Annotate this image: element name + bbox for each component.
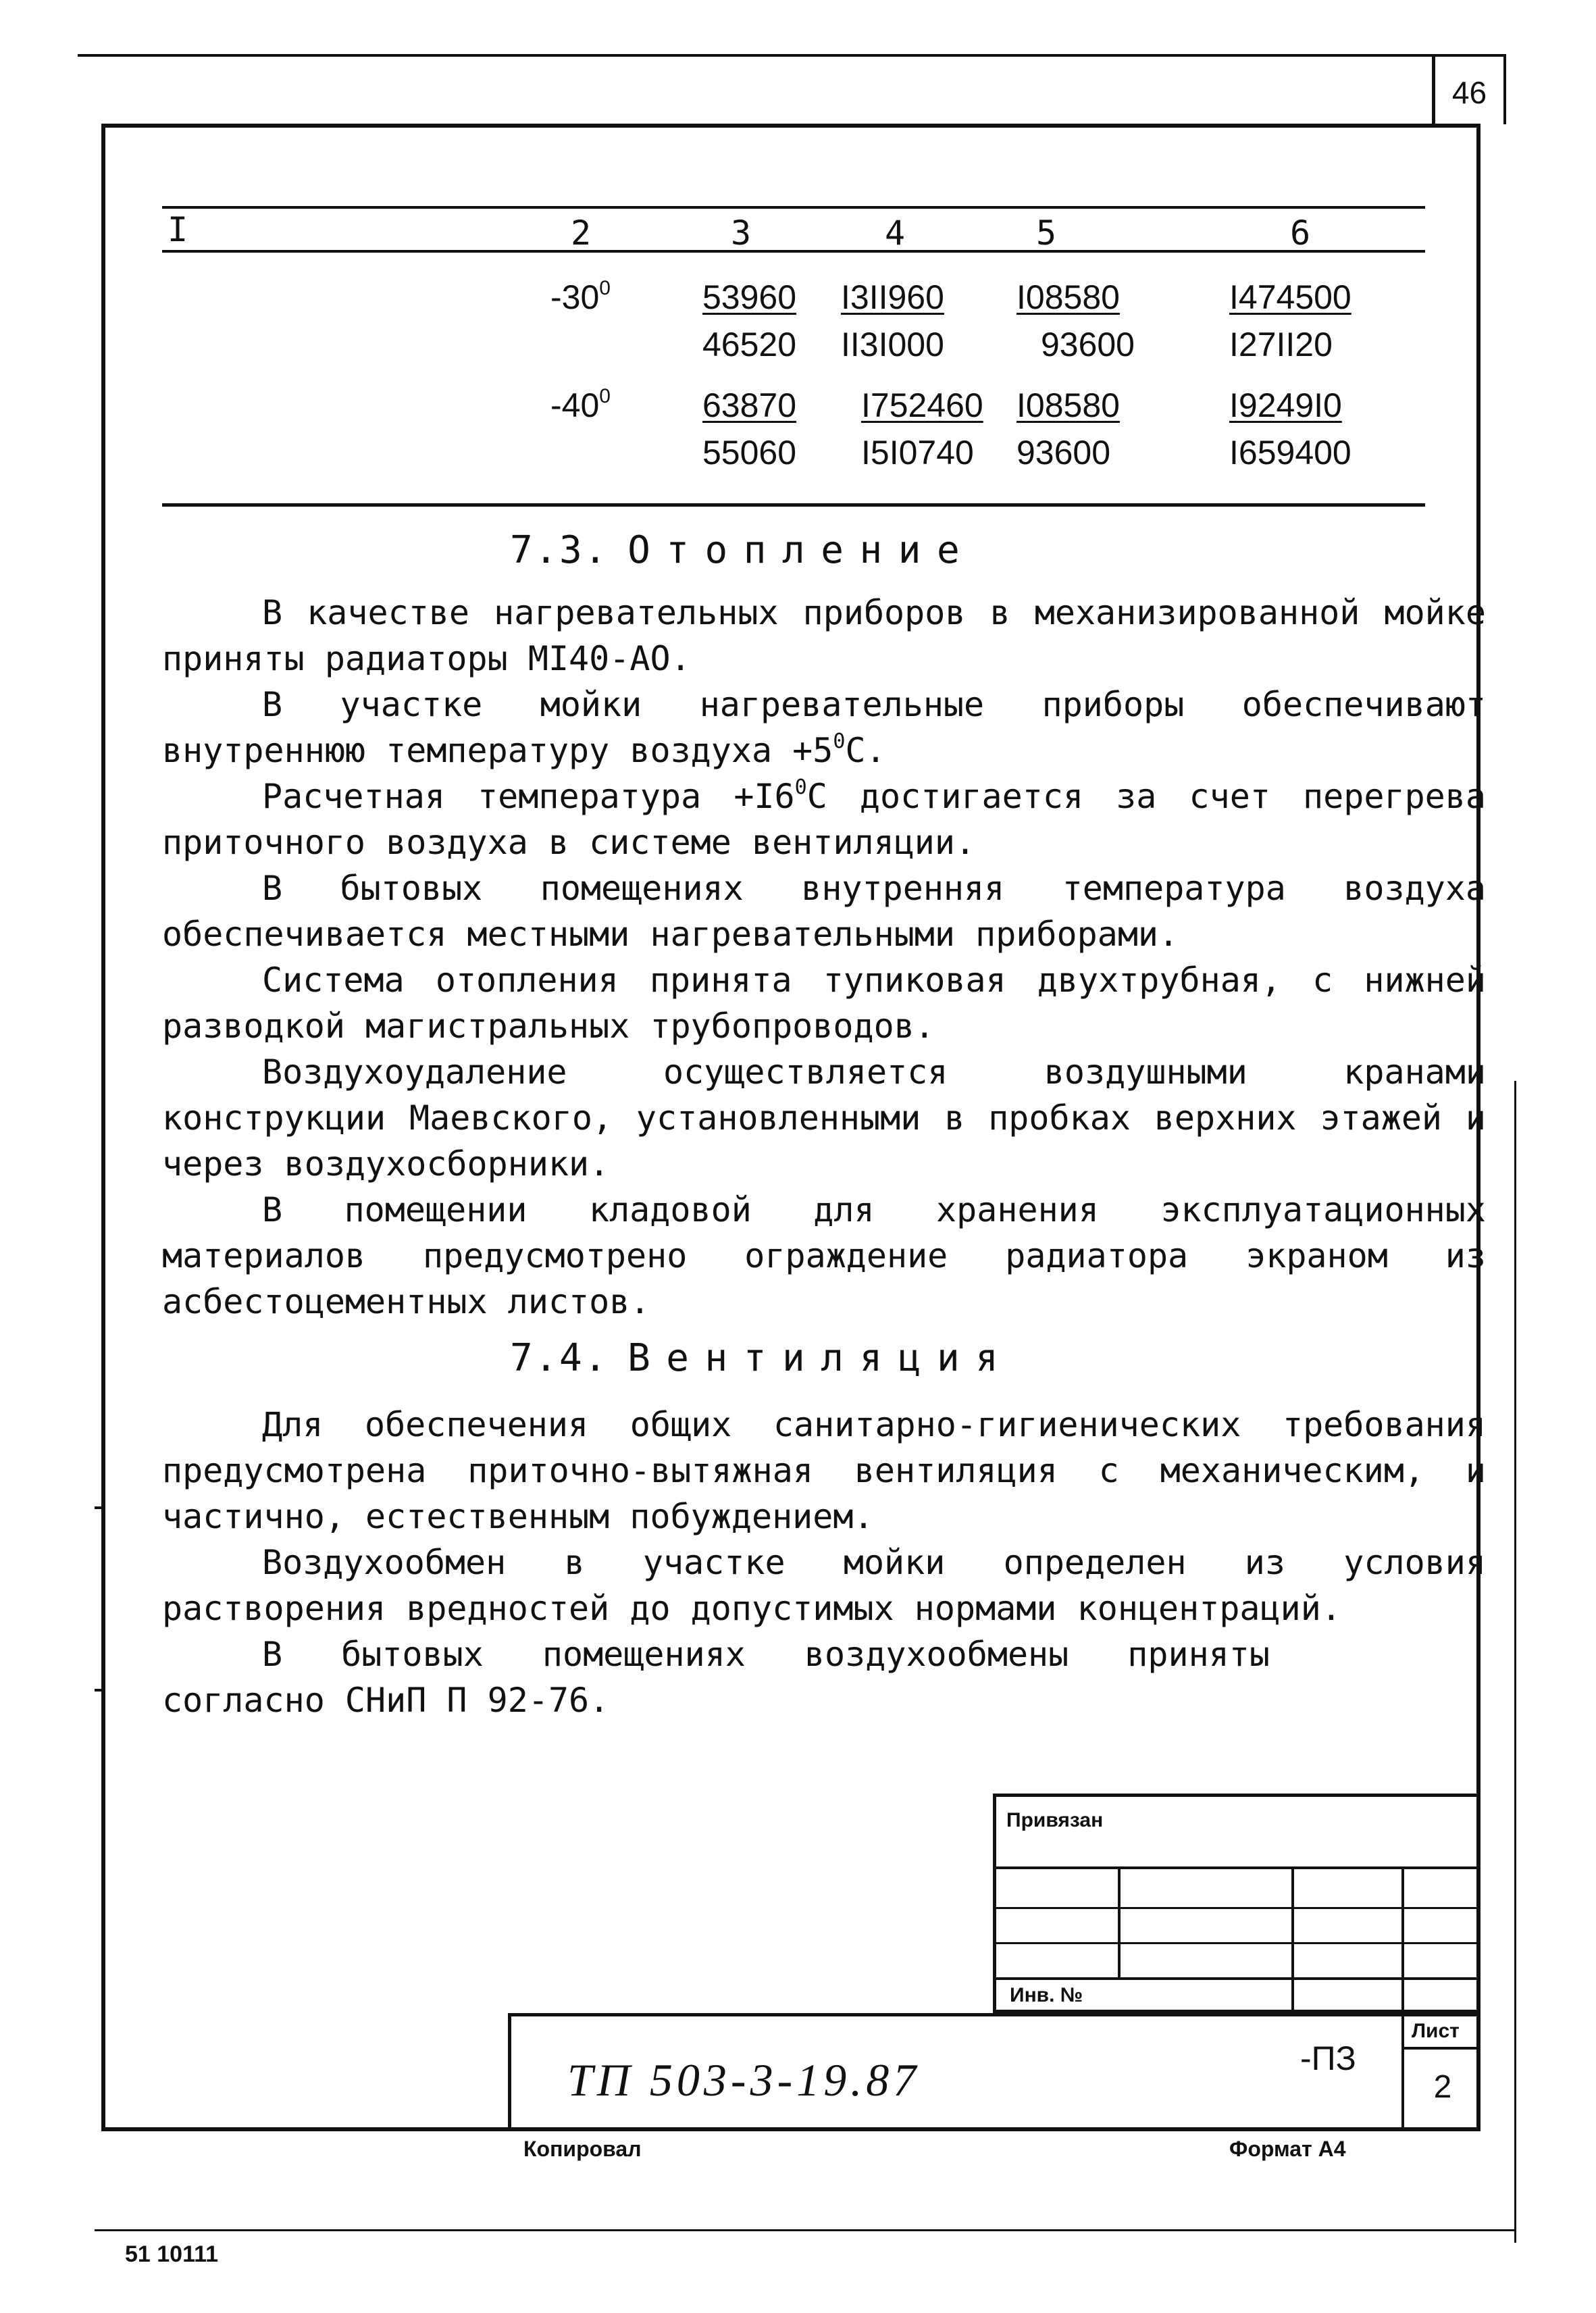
paragraph: В помещении кладовой для хранения эксплуатационных материалов предусмотрено ограждение радиатора экраном из асбестоцементных листов. [162,1190,1486,1321]
cell: I659400 [1229,434,1352,472]
paragraph: В качестве нагревательных приборов в механизированной мойке приняты радиаторы МI40-АО. [162,593,1486,678]
attached-h4 [993,1977,1481,1980]
attached-v3 [1401,1868,1404,2013]
cell: I9249I0 [1229,386,1342,424]
attached-h1 [993,1866,1481,1869]
cell: I27II20 [1229,326,1333,363]
paragraph: В бытовых помещениях внутренняя температура воздуха обеспечивается местными нагревательными приборами. [162,869,1486,954]
attached-label: Привязан [1006,1809,1104,1831]
cell: I5I0740 [861,434,974,472]
page-number-box [1432,54,1506,124]
section-body-heating [162,590,1486,1325]
catalog-number: 51 10111 [125,2241,219,2267]
attached-v2 [1291,1868,1294,2013]
col-header-6: 6 [1290,213,1311,253]
attached-v1 [1118,1868,1121,1977]
cell: 93600 [1016,434,1111,472]
cell: 46520 [702,326,797,363]
top-rule [78,54,1435,57]
left-tick-2 [95,1689,103,1692]
cell: I474500 [1229,278,1352,316]
inventory-label: Инв. № [1010,1984,1083,2006]
paragraph: Расчетная температура $+I6^0С$ достигается за счет перегрева приточного воздуха в системе вентиляции. [162,776,1486,862]
sheet-col-left [1401,2013,1404,2129]
left-tick-1 [95,1506,103,1509]
attached-h3 [993,1942,1481,1944]
table-bottom-rule [162,503,1425,507]
sheet-label: Лист [1412,2020,1460,2042]
cell: 93600 [1040,326,1135,363]
row-temp-40: $-40^0$ [550,385,611,424]
attached-h2 [993,1907,1481,1909]
col-header-1: I [168,210,188,249]
paragraph: В бытовых помещениях воздухообмены приняты согласно СНиП П 92-76. [162,1635,1270,1720]
col-header-2: 2 [571,213,592,253]
page-number: 46 [1451,75,1487,110]
bottom-rule [95,2229,1516,2231]
cell: I3II960 [841,278,944,316]
cell: 55060 [702,434,797,472]
cell: 63870 [702,386,797,424]
document-suffix: -ПЗ [1300,2039,1356,2077]
outer-right-edge [1514,1081,1516,2243]
document-code: ТП 503-3-19.87 [567,2054,921,2106]
section-number: 7.4. [510,1336,609,1380]
copied-label: Копировал [523,2137,642,2161]
frame-top [101,124,1481,128]
sheet-col-split [1401,2047,1481,2050]
section-title: Вентиляция [627,1336,1014,1380]
section-heading-heating [510,528,975,572]
table-top-rule [162,206,1425,209]
paragraph: В участке мойки нагревательные приборы обеспечивают внутреннюю температуру воздуха $+5^0С$. [162,685,1486,770]
paragraph: Для обеспечения общих санитарно-гигиенических требования предусмотрена приточно-вытяжная вентиляция с механическим, и частично, естественным побуждением. [162,1405,1486,1536]
cell: 53960 [702,278,797,316]
col-header-4: 4 [885,213,906,253]
format-label: Формат А4 [1229,2137,1346,2161]
section-body-ventilation [162,1402,1486,1723]
col-header-5: 5 [1036,213,1057,253]
section-title: Отопление [627,528,976,572]
col-header-3: 3 [731,213,752,253]
table-header-rule [162,250,1425,253]
paragraph: Воздухообмен в участке мойки определен из условия растворения вредностей до допустимых нормами концентраций. [162,1543,1486,1628]
section-number: 7.3. [510,528,609,572]
cell: I752460 [861,386,983,424]
paragraph: Система отопления принята тупиковая двухтрубная, с нижней разводкой магистральных трубопроводов. [162,961,1486,1046]
row-temp-30: $-30^0$ [550,277,611,316]
paragraph: Воздухоудаление осуществляется воздушными кранами конструкции Маевского, установленными в пробках верхних этажей и через воздухосборники. [162,1052,1486,1184]
cell: I08580 [1016,278,1120,316]
section-heading-ventilation [510,1336,1014,1380]
cell: I08580 [1016,386,1120,424]
sheet-number: 2 [1433,2069,1452,2105]
frame-left [101,124,105,2131]
cell: II3I000 [841,326,944,363]
